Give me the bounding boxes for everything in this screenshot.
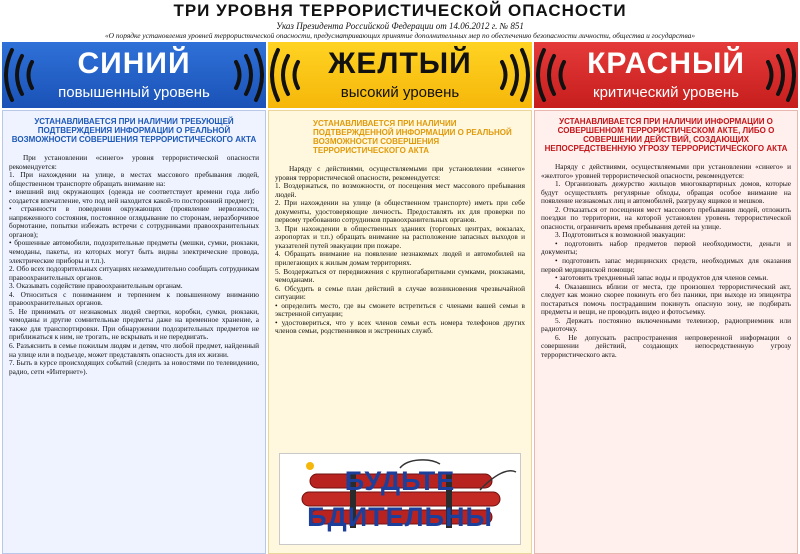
recommendations-list xyxy=(541,163,791,360)
recommendation-paragraph: • определить место, где вы сможете встретиться с членами вашей семьи в экстренной ситуации; xyxy=(275,300,525,319)
level-name: КРАСНЫЙ xyxy=(587,47,745,80)
poster-title-line2: БДИТЕЛЬНЫ xyxy=(307,502,493,532)
recommendation-paragraph: • внешний вид окружающих (одежда не соответствует времени года либо создается впечатление, что под ней находится какой-то посторонний предмет); xyxy=(9,187,259,205)
column-red xyxy=(534,110,798,554)
level-condition: УСТАНАВЛИВАЕТСЯ ПРИ НАЛИЧИИ ПОДТВЕРЖДЕННОЙ ИНФОРМАЦИИ О РЕАЛЬНОЙ ВОЗМОЖНОСТИ СОВЕРШЕНИЯ ТЕРРОРИСТИЧЕСКОГО АКТА xyxy=(313,119,512,155)
column-yellow xyxy=(268,110,532,554)
column-blue xyxy=(2,110,266,554)
signal-waves-icon xyxy=(484,42,530,108)
decree-description: «О порядке установления уровней террористической опасности, предусматривающих принятие дополнительных мер по обеспечению безопасности личности, общества и государства» xyxy=(104,31,696,40)
recommendation-paragraph: • подготовить набор предметов первой необходимости, деньги и документы; xyxy=(541,238,791,257)
recommendation-paragraph: 3. Подготовиться к возможной эвакуации: xyxy=(555,230,686,240)
recommendation-paragraph: 2. Обо всех подозрительных ситуациях незамедлительно сообщать сотрудникам правоохранительных органов. xyxy=(9,264,259,282)
recommendation-paragraph: 6. Обсудить в семье план действий в случае возникновения чрезвычайной ситуации: xyxy=(275,283,525,302)
level-subtitle: высокий уровень xyxy=(340,84,460,101)
level-subtitle: повышенный уровень xyxy=(58,84,210,101)
level-banner-red xyxy=(534,42,798,108)
recommendation-paragraph: 1. Организовать дежурство жильцов многоквартирных домов, которые будут осуществлять регулярные обходы, обращая особое внимание на появление незнакомых лиц и автомобилей, разгрузку ящиков и мешков. xyxy=(541,179,791,206)
recommendation-paragraph: Наряду с действиями, осуществляемыми при установлении «синего» и «желтого» уровней террористической опасности, рекомендуется: xyxy=(541,162,791,180)
recommendation-paragraph: 5. Держать постоянно включенными телевизор, радиоприемник или радиоточку. xyxy=(541,315,791,334)
recommendation-paragraph: 5. Воздержаться от передвижения с крупногабаритными сумками, рюкзаками, чемоданами. xyxy=(275,266,525,285)
recommendation-paragraph: 1. При нахождении на улице, в местах массового пребывания людей, общественном транспорте обращать внимание на: xyxy=(9,170,259,188)
recommendation-paragraph: • удостовериться, что у всех членов семьи есть номера телефонов других членов семьи, родственников и экстренных служб. xyxy=(275,317,525,336)
page-title: ТРИ УРОВНЯ ТЕРРОРИСТИЧЕСКОЙ ОПАСНОСТИ xyxy=(173,1,627,20)
recommendation-paragraph: 4. Оказавшись вблизи от места, где произошел террористический акт, следует как можно скорее покинуть его без паники, при выходе из эпицентра постараться помочь пострадавшим покинуть опасную зону, не подбирать предметы и вещи, не проводить видео и фотосъемку. xyxy=(541,281,791,317)
recommendation-paragraph: • подготовить запас медицинских средств, необходимых для оказания первой медицинской помощи; xyxy=(541,256,791,274)
level-name: ЖЕЛТЫЙ xyxy=(328,47,472,80)
decree-reference: Указ Президента Российской Федерации от 14.06.2012 г. № 851 xyxy=(276,21,524,31)
recommendation-paragraph: • заготовить трехдневный запас воды и продуктов для членов семьи. xyxy=(555,273,769,283)
recommendation-paragraph: 3. Оказывать содействие правоохранительным органам. xyxy=(9,281,183,291)
signal-waves-icon xyxy=(218,42,264,108)
recommendation-paragraph: 2. При нахождении на улице (в общественном транспорте) иметь при себе документы, удостоверяющие личность. Предоставлять их для проверки по первому требованию сотрудников правоохранительных органов. xyxy=(275,198,525,225)
header xyxy=(0,0,800,40)
recommendation-paragraph: 6. Не допускать распространения непроверенной информации о совершении действий, создающих непосредственную угрозу террористического акта. xyxy=(541,332,791,360)
level-banner-yellow xyxy=(268,42,532,108)
poster-title-line1: БУДЬТЕ xyxy=(344,466,456,496)
recommendation-paragraph: 1. Воздержаться, по возможности, от посещения мест массового пребывания людей. xyxy=(275,181,525,199)
signal-waves-icon xyxy=(750,42,796,108)
recommendations-list xyxy=(275,165,525,336)
recommendations-list xyxy=(9,154,259,376)
level-condition: УСТАНАВЛИВАЕТСЯ ПРИ НАЛИЧИИ ИНФОРМАЦИИ О СОВЕРШЕННОМ ТЕРРОРИСТИЧЕСКОМ АКТЕ, ЛИБО О СОВЕРШЕНИИ ДЕЙСТВИЙ, СОЗДАЮЩИХ НЕПОСРЕДСТВЕННУЮ УГРОЗУ ТЕРРОРИСТИЧЕСКОГО АКТА xyxy=(544,117,788,153)
be-vigilant-poster xyxy=(279,453,521,545)
recommendation-paragraph: 3. При нахождении в общественных зданиях (торговых центрах, вокзалах, аэропортах и т.п.) обращать внимание на расположение запасных выходов и указателей путей эвакуации при пожаре. xyxy=(275,223,525,250)
recommendation-paragraph: Наряду с действиями, осуществляемыми при установлении «синего» уровня террористической опасности, рекомендуется: xyxy=(275,164,525,182)
level-name: СИНИЙ xyxy=(77,47,191,80)
recommendation-paragraph: 2. Отказаться от посещения мест массового пребывания людей, отложить поездки по территории, на которой установлен уровень террористической опасности, ограничить время пребывания детей на улице. xyxy=(541,204,791,231)
recommendation-paragraph: 5. Не принимать от незнакомых людей свертки, коробки, сумки, рюкзаки, чемоданы и другие сомнительные предметы даже на временное хранение, а также для транспортировки. При обнаружении подозрительных предметов не приближаться к ним, не трогать, не вскрывать и не передвигать. xyxy=(9,306,259,342)
recommendation-paragraph: 6. Разъяснить в семье пожилым людям и детям, что любой предмет, найденный на улице или в подъезде, может представлять опасность для их жизни. xyxy=(9,341,259,359)
recommendation-paragraph: 4. Обращать внимание на появление незнакомых людей и автомобилей на прилегающих к жилым домам территориях. xyxy=(275,249,525,268)
level-condition: УСТАНАВЛИВАЕТСЯ ПРИ НАЛИЧИИ ТРЕБУЮЩЕЙ ПОДТВЕРЖДЕНИЯ ИНФОРМАЦИИ О РЕАЛЬНОЙ ВОЗМОЖНОСТИ СОВЕРШЕНИЯ ТЕРРОРИСТИЧЕСКОГО АКТА xyxy=(11,117,257,144)
level-banner-blue xyxy=(2,42,266,108)
recommendation-paragraph: При установлении «синего» уровня террористической опасности рекомендуется: xyxy=(9,153,259,171)
recommendation-paragraph: • брошенные автомобили, подозрительные предметы (мешки, сумки, рюкзаки, чемоданы, пакеты, из которых могут быть видны электрические провода, электрические приборы и т.п.). xyxy=(9,238,259,265)
recommendation-paragraph: 7. Быть в курсе происходящих событий (следить за новостями по телевидению, радио, сети «Интернет»). xyxy=(9,358,259,376)
recommendation-paragraph: • странности в поведении окружающих (проявление нервозности, напряженного состояния, постоянное оглядывание по сторонам, неразборчивое бормотание, попытки избежать встречи с сотрудниками правоохранительных органов); xyxy=(9,204,259,239)
recommendation-paragraph: 4. Относиться с пониманием и терпением к повышенному вниманию правоохранительных органов. xyxy=(9,289,259,308)
level-subtitle: критический уровень xyxy=(593,84,739,101)
